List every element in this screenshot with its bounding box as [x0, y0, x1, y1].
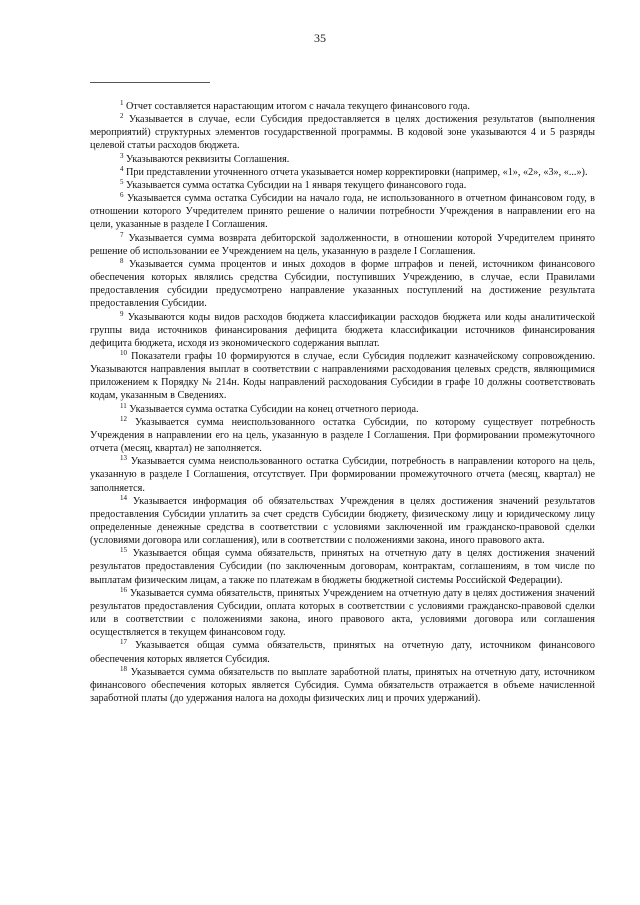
footnote-mark: 6: [120, 191, 124, 200]
footnote-text: Указывается общая сумма обязательств, принятых на отчетную дату, источником финансового обеспечения которых является Субсидия.: [90, 640, 595, 665]
footnote-text: Указывается сумма остатка Субсидии на начало года, не использованного в отчетном финансовом году, в отношении которого Учредителем принято решение о наличии потребности Учреждения в направлении его на цели, указанные в разделе I Соглашения.: [90, 193, 595, 231]
footnote-6: [90, 192, 595, 231]
footnote-text: Указывается сумма неиспользованного остатка Субсидии, потребность в направлении которого на цель, указанную в разделе I Соглашения, отсутствует. При формировании промежуточного отчета (месяц, квартал) не заполняется.: [90, 456, 595, 494]
footnote-1: [90, 100, 595, 113]
footnote-10: [90, 350, 595, 403]
footnote-mark: 1: [120, 99, 124, 107]
footnotes-block: [90, 100, 595, 705]
page-number: 35: [314, 31, 326, 45]
footnote-mark: 9: [120, 309, 124, 318]
footnote-17: [90, 639, 595, 665]
footnote-mark: 10: [120, 348, 127, 357]
footnote-11: [90, 403, 595, 416]
footnote-mark: 15: [120, 546, 127, 555]
footnote-8: [90, 258, 595, 311]
footnote-mark: 11: [120, 401, 127, 410]
footnote-text: Указывается общая сумма обязательств, принятых на отчетную дату в целях достижения значений результатов предоставления Субсидии (по заключенным договорам, контрактам, соглашениям, в том числе по выплатам физическим лицам, а также по платежам в бюджеты бюджетной системы Российской Федерации).: [90, 548, 595, 586]
footnote-mark: 16: [120, 585, 127, 594]
footnote-mark: 7: [120, 230, 124, 239]
footnote-mark: 3: [120, 151, 124, 160]
footnote-separator: [90, 82, 210, 83]
footnote-text: Указывается информация об обязательствах Учреждения в целях достижения значений результатов предоставления Субсидии уплатить за счет средств Субсидии бюджету, физическому лицу и юридическому лицу определенные денежные средства в соответствии с условиями заключенной им гражданско-правовой сделки (условиями договора или соглашения), или в соответствии с положениями закона, иного правового акта.: [90, 495, 595, 547]
footnote-text: При представлении уточненного отчета указывается номер корректировки (например, «1», «2», «3», «...»).: [123, 166, 588, 178]
footnote-15: [90, 547, 595, 586]
footnote-18: [90, 666, 595, 705]
footnote-9: [90, 311, 595, 350]
footnote-text: Указывается сумма возврата дебиторской задолженности, в отношении которой Учредителем принято решение об использовании ее Учреждением на цель, указанную в разделе I Соглашения.: [90, 232, 595, 257]
footnote-text: Отчет составляется нарастающим итогом с начала текущего финансового года.: [123, 101, 470, 112]
footnote-16: [90, 587, 595, 640]
footnote-text: Указываются коды видов расходов бюджета классификации расходов бюджета или коды аналитической группы вида источников финансирования дефицита бюджета классификации источников финансирования дефицита бюджета, исходя из экономического содержания выплат.: [90, 311, 595, 349]
footnote-text: Указываются реквизиты Соглашения.: [123, 153, 290, 165]
footnote-mark: 18: [120, 664, 127, 673]
footnote-13: [90, 455, 595, 494]
footnote-2: [90, 113, 595, 152]
footnote-mark: 14: [120, 493, 127, 502]
footnote-7: [90, 232, 595, 258]
footnote-text: Показатели графы 10 формируются в случае, если Субсидия подлежит казначейскому сопровождению. Указываются направления выплат в соответствии с направлениями расходования целевых средств, являющимися приложением к Порядку № 214н. Коды направлений расходования Субсидии в графе 10 должны соответствовать кодам, указанным в Сведениях.: [90, 350, 595, 402]
footnote-mark: 8: [120, 256, 124, 265]
footnote-mark: 12: [120, 414, 127, 423]
footnote-text: Указывается сумма остатка Субсидии на конец отчетного периода.: [126, 403, 419, 415]
footnote-4: [90, 166, 595, 179]
footnote-mark: 13: [120, 454, 127, 463]
footnote-14: [90, 495, 595, 548]
footnote-text: Указывается сумма обязательств по выплате заработной платы, принятых на отчетную дату, источником финансового обеспечения которых является Субсидия. Сумма обязательств отражается в объеме начисленной заработной платы (до удержания налога на доходы физических лиц и прочих удержаний).: [90, 666, 595, 705]
footnote-12: [90, 416, 595, 455]
footnote-text: Указывается сумма обязательств, принятых Учреждением на отчетную дату в целях достижения значений результатов предоставления Субсидии, оплата которых в соответствии с условиями гражданско-правовой сделки или в соответствии с положениями закона, иного правового акта, условиями договора или соглашения осуществляется в текущем финансовом году.: [90, 587, 595, 639]
footnote-text: Указывается сумма неиспользованного остатка Субсидии, по которому существует потребность Учреждения в направлении его на цель, указанную в разделе I Соглашения. При формировании промежуточного отчета (месяц, квартал) не заполняется.: [90, 416, 595, 455]
footnote-mark: 5: [120, 177, 124, 186]
footnote-text: Указывается в случае, если Субсидия предоставляется в целях достижения результатов (выполнения мероприятий) структурных элементов государственной программы. В кодовой зоне указываются 4 и 5 разряды целевой статьи расходов бюджета.: [90, 114, 595, 152]
footnote-3: [90, 153, 595, 166]
footnote-mark: 2: [120, 112, 124, 121]
footnote-text: Указывается сумма остатка Субсидии на 1 января текущего финансового года.: [123, 179, 467, 191]
footnote-mark: 4: [120, 164, 124, 173]
footnote-mark: 17: [120, 638, 127, 647]
footnote-text: Указывается сумма процентов и иных доходов в форме штрафов и пеней, источником финансового обеспечения которых являлись средства Субсидии, поступивших Учреждению, в случае, если Правилами предоставления субсидии предусмотрено направление указанных поступлений на достижение результата предоставления Субсидии.: [90, 258, 595, 310]
footnote-5: [90, 179, 595, 192]
